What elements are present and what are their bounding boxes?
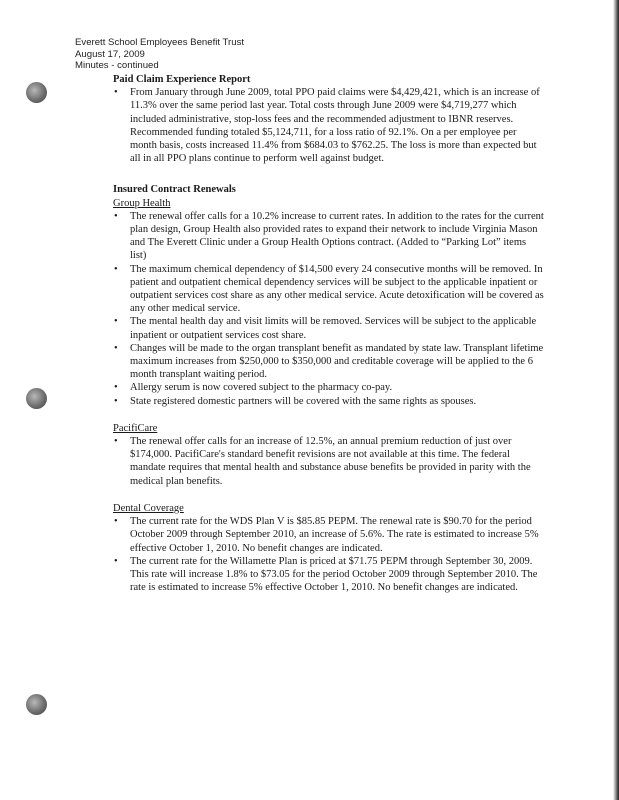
punch-hole-top [26, 82, 47, 103]
list-item: • The mental health day and visit limits will be removed. Services will be subject to the applicable inpatient or outpatient services cost share. [113, 315, 545, 341]
list-item: • The renewal offer calls for an increase of 12.5%, an annual premium reduction of just over $174,000. PacifiCare's standard benefit revisions are not available at this time. The federal mandate requires that mental health and substance abuse benefits be provided in parity with the medical plan benefits. [113, 435, 545, 488]
paid-claim-list [113, 86, 545, 165]
scanned-page-edge [613, 0, 619, 800]
dental-list [113, 515, 545, 594]
subsection-title-dental: Dental Coverage [113, 502, 184, 514]
punch-hole-middle [26, 388, 47, 409]
pacificare-list [113, 435, 545, 488]
list-item: • The current rate for the WDS Plan V is $85.85 PEPM. The renewal rate is $90.70 for the period October 2009 through September 2010, an increase of 5.6%. The rate is estimated to increase 5% effective October 1, 2010. No benefit changes are indicated. [113, 515, 545, 555]
subsection-title-group-health: Group Health [113, 197, 171, 209]
header-organization: Everett School Employees Benefit Trust [75, 37, 245, 48]
header-date: August 17, 2009 [75, 48, 145, 60]
section-heading-paid-claim: Paid Claim Experience Report [113, 74, 251, 85]
list-item: • The current rate for the Willamette Plan is priced at $71.75 PEPM through September 30, 2009. This rate will increase 1.8% to $73.05 for the period October 2009 through September 2010. The rate is estimated to increase 5% effective October 1, 2010. No benefit changes are indicated. [113, 555, 545, 595]
group-health-list [113, 210, 545, 408]
subsection-title-pacificare: PacifiCare [113, 422, 158, 434]
list-item: • From January through June 2009, total PPO paid claims were $4,429,421, which is an increase of 11.3% over the same period last year. Total costs through June 2009 were $4,719,277 which included administrative, stop-loss fees and the recommended adjustment to IBNR reserves. Recommended funding totaled $5,124,711, for a loss ratio of 92.1%. On a per employee per month basis, costs increased 11.4% from $684.03 to $762.25. The loss is more than expected but all in all PPO plans continue to perform well against budget. [113, 86, 545, 165]
section-heading-insured-renewals: Insured Contract Renewals [113, 184, 236, 196]
header-continued: Minutes - continued [75, 60, 159, 71]
punch-hole-bottom [26, 694, 47, 715]
list-item: • State registered domestic partners will be covered with the same rights as spouses. [113, 395, 545, 408]
document-header [75, 37, 244, 72]
list-item: • The maximum chemical dependency of $14,500 every 24 consecutive months will be removed. In patient and outpatient chemical dependency services will be subject to the applicable inpatient or outpatient services cost share as any other medical service. Acute detoxification will be covered as any other medical service. [113, 263, 545, 316]
document-body [113, 73, 545, 594]
list-item: • Allergy serum is now covered subject to the pharmacy co-pay. [113, 381, 545, 394]
list-item: • The renewal offer calls for a 10.2% increase to current rates. In addition to the rates for the current plan design, Group Health also provided rates to expand their network to include Virginia Mason and The Everett Clinic under a Group Health Options contract. (Added to “Parking Lot” items list) [113, 210, 545, 263]
list-item: • Changes will be made to the organ transplant benefit as mandated by state law. Transplant lifetime maximum increases from $250,000 to $350,000 and creditable coverage will be applied to the 6 month transplant waiting period. [113, 342, 545, 382]
